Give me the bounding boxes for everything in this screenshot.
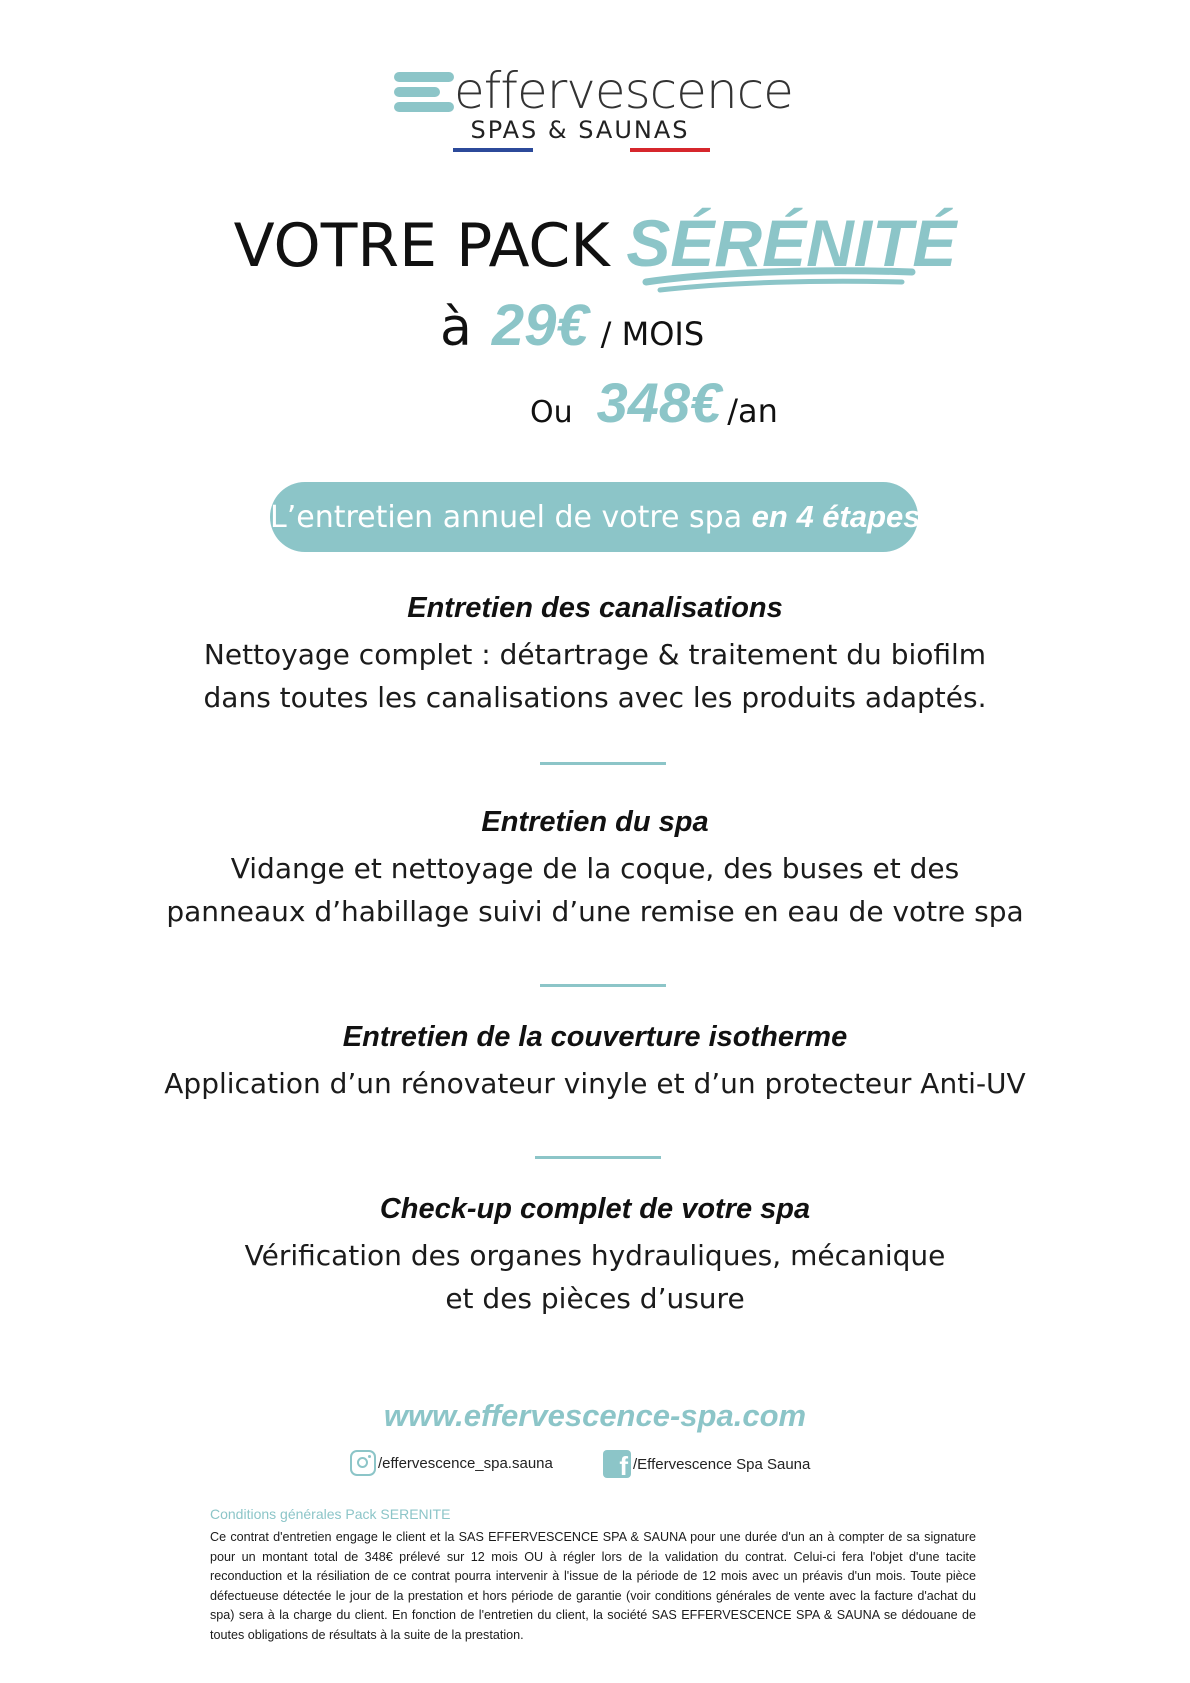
monthly-price-unit: / MOIS (600, 315, 705, 353)
section-line: et des pièces d’usure (445, 1282, 745, 1315)
logo-icon (394, 72, 456, 112)
terms-block (210, 1506, 976, 1646)
yearly-price-value: 348€ (596, 371, 722, 434)
monthly-price (440, 292, 704, 359)
section-checkup (95, 1193, 1095, 1320)
section-line: Vérification des organes hydrauliques, mécanique (244, 1239, 946, 1272)
section-couverture (95, 1021, 1095, 1105)
section-line: dans toutes les canalisations avec les produits adaptés. (203, 681, 987, 714)
logo-subtitle: SPAS & SAUNAS (470, 116, 690, 144)
section-canalisations (95, 592, 1095, 719)
flag-stripe-blue (453, 148, 533, 152)
section-spa (95, 806, 1095, 933)
instagram-link[interactable] (350, 1450, 553, 1476)
monthly-prefix: à (440, 298, 472, 358)
terms-title: Conditions générales Pack SERENITE (210, 1506, 451, 1522)
yearly-price (530, 370, 778, 435)
section-title: Check-up complet de votre spa (379, 1193, 811, 1225)
monthly-price-value: 29€ (491, 293, 589, 358)
title-accent: SÉRÉNITÉ (626, 206, 957, 280)
page-title (0, 205, 1190, 281)
section-line: Application d’un rénovateur vinyle et d’un protecteur Anti-UV (164, 1067, 1026, 1100)
steps-banner-bold: en 4 étapes (751, 499, 921, 534)
section-title: Entretien de la couverture isotherme (342, 1021, 848, 1053)
logo-wordmark: effervescence (454, 62, 793, 120)
section-line: panneaux d’habillage suivi d’une remise en eau de votre spa (166, 895, 1024, 928)
section-title: Entretien des canalisations (407, 592, 783, 624)
section-divider (540, 984, 666, 987)
instagram-handle: /effervescence_spa.sauna (378, 1454, 553, 1472)
brand-logo (390, 62, 793, 162)
steps-banner-text: L’entretien annuel de votre spa (270, 500, 743, 535)
section-title: Entretien du spa (481, 806, 709, 838)
instagram-icon (350, 1450, 376, 1476)
website-link[interactable]: www.effervescence-spa.com (383, 1398, 807, 1433)
yearly-prefix: Ou (530, 395, 573, 430)
section-line: Nettoyage complet : détartrage & traitement du biofilm (203, 638, 987, 671)
facebook-link[interactable] (603, 1450, 810, 1478)
facebook-icon: f (603, 1450, 631, 1478)
yearly-price-unit: /an (727, 392, 778, 430)
terms-text: Ce contrat d'entretien engage le client et la SAS EFFERVESCENCE SPA & SAUNA pour une durée d'un an à compter de sa signature pour un montant total de 348€ prélevé sur 12 mois OU à régler lors de la validation du contrat. Celui-ci fera l'objet d'une tacite reconduction et la résiliation de ce contrat pourra intervenir à l'issue de la période de 12 mois avec un préavis d'un mois. Toute pièce défectueuse détectée le jour de la prestation et hors période de garantie (voir conditions générales de vente avec la facture d'achat du spa) sera à la charge du client. En fonction de l'entretien du client, la société SAS EFFERVESCENCE SPA & SAUNA se dédouane de toutes obligations de résultats à la suite de la prestation. (210, 1530, 976, 1642)
facebook-handle: /Effervescence Spa Sauna (633, 1455, 811, 1473)
section-line: Vidange et nettoyage de la coque, des buses et des (230, 852, 960, 885)
title-prefix: VOTRE PACK (233, 211, 610, 281)
flag-stripe-red (630, 148, 710, 152)
section-divider (535, 1156, 661, 1159)
steps-banner (270, 482, 921, 552)
section-divider (540, 762, 666, 765)
